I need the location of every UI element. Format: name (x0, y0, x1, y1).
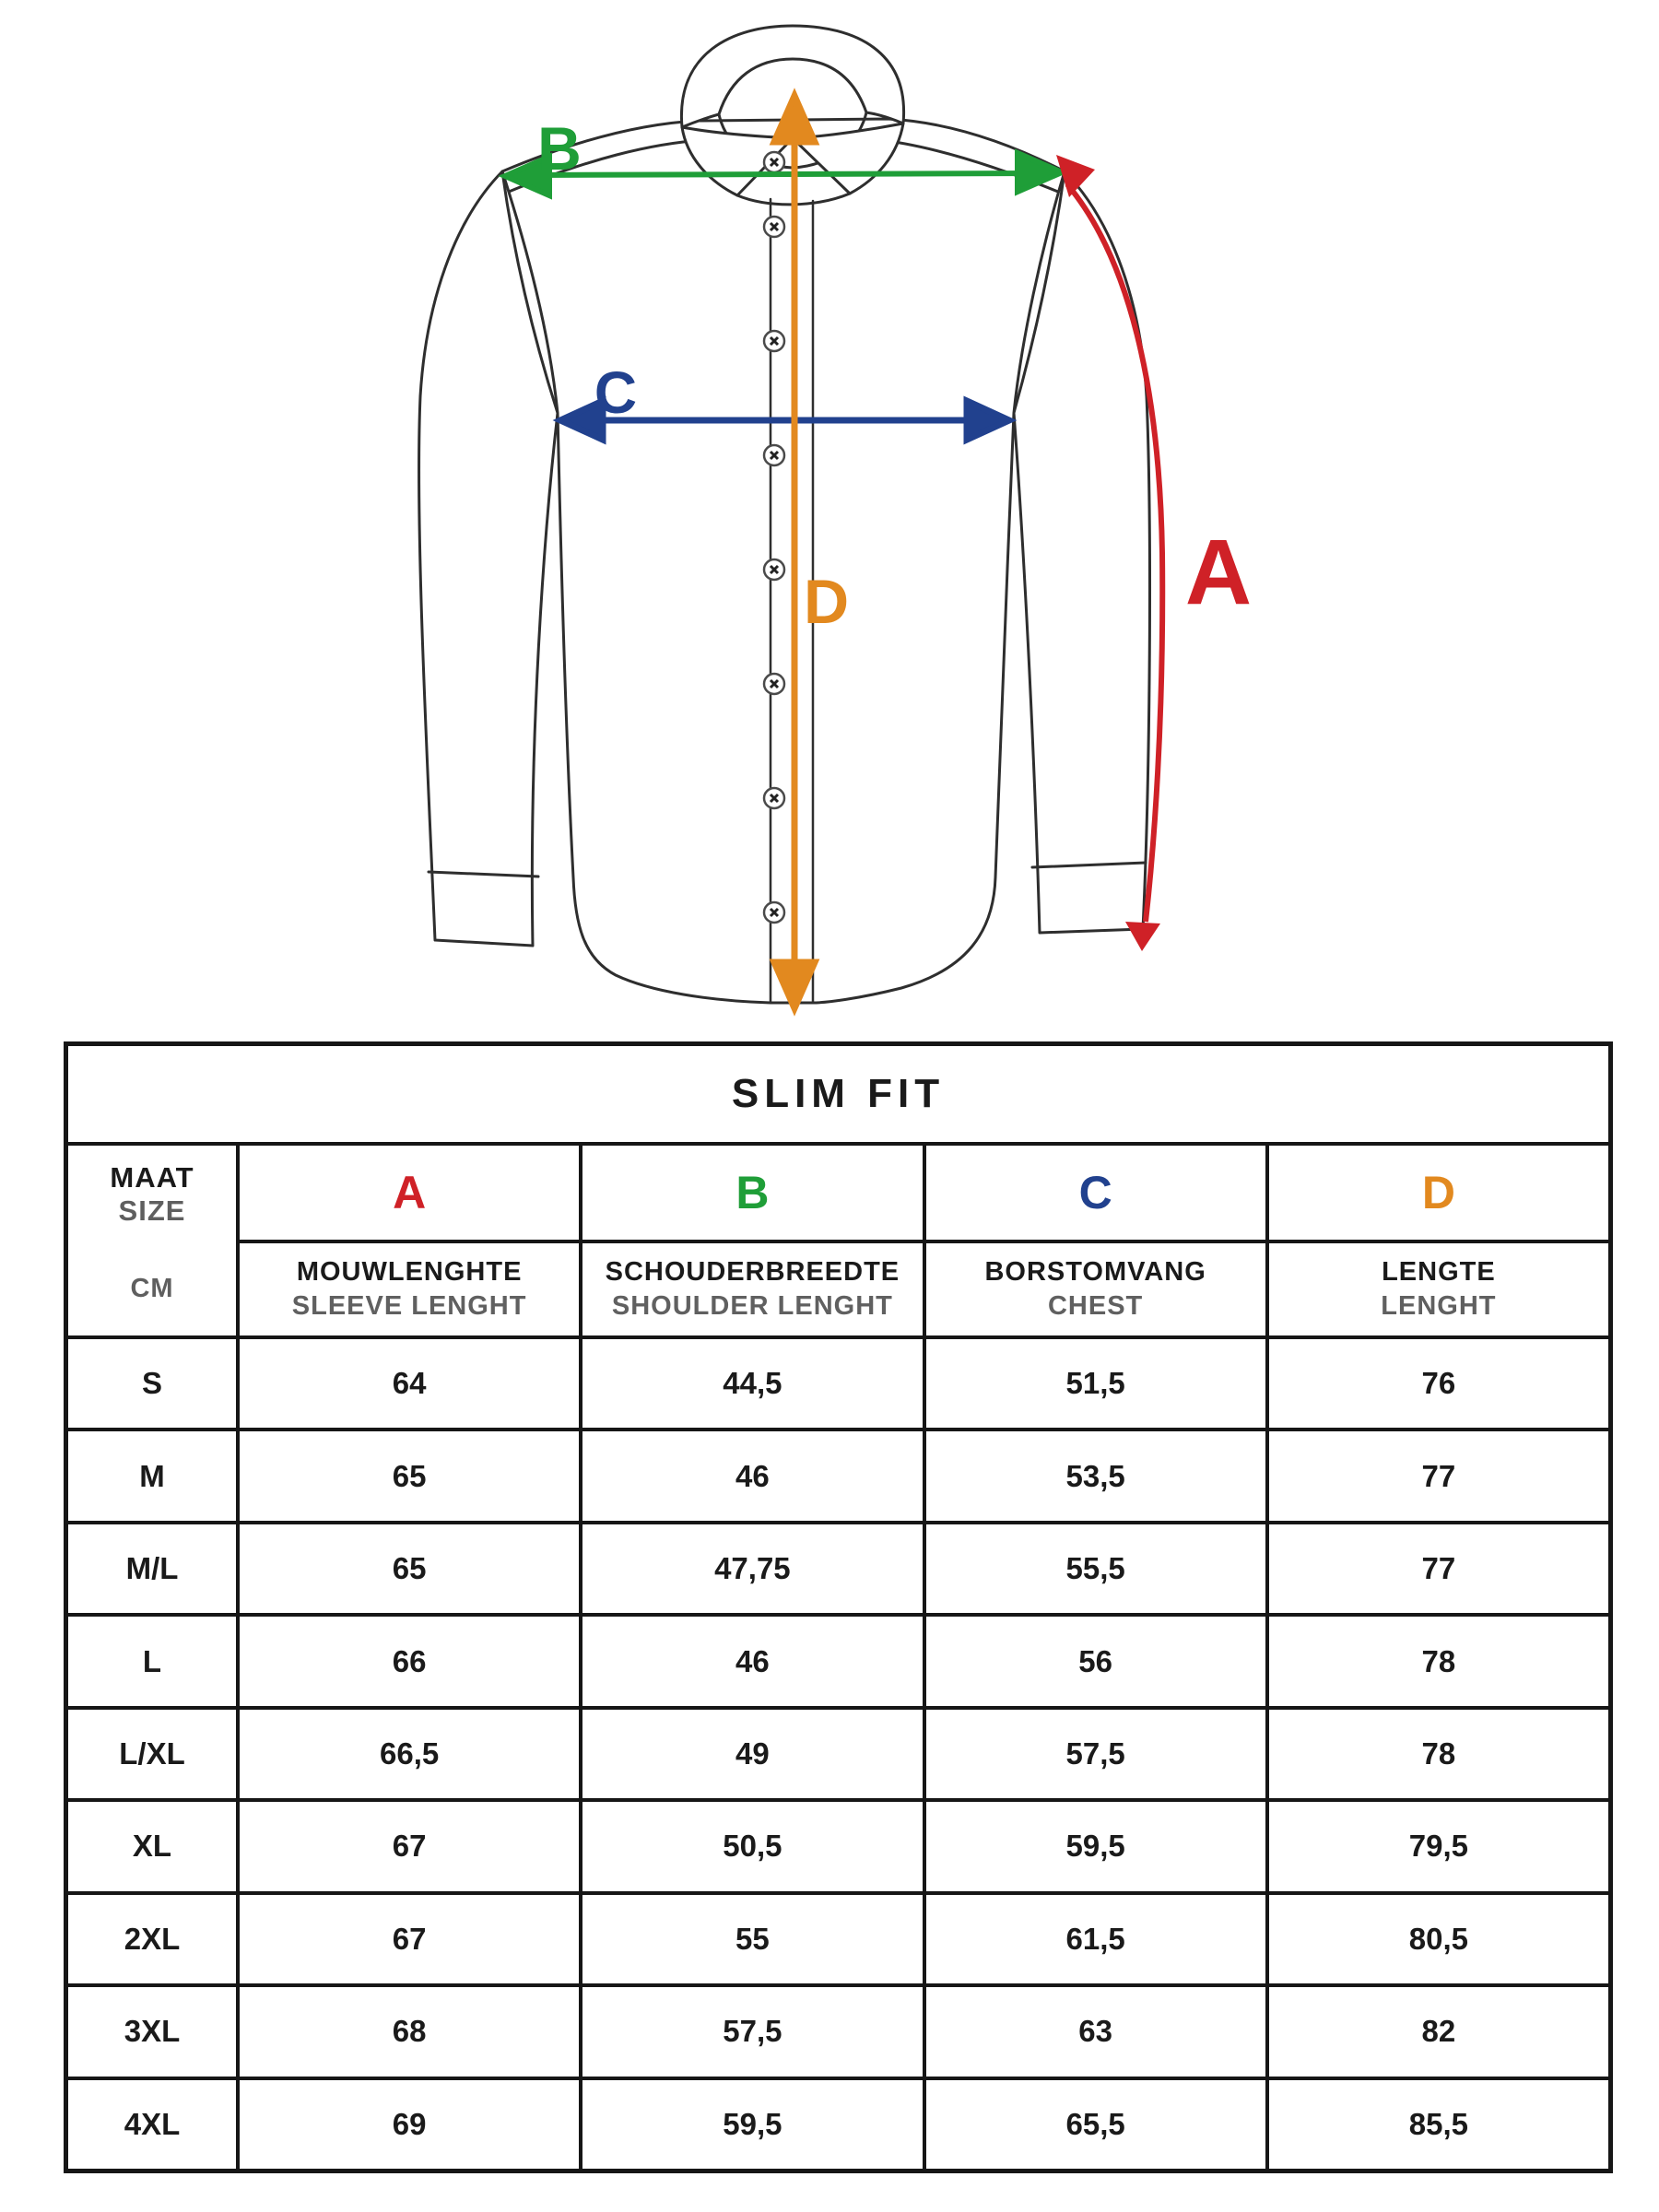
shirt-measurement-diagram (0, 0, 1659, 1041)
shirt-body (502, 119, 1065, 1003)
size-label-en: SIZE (118, 1194, 186, 1227)
diagram-letter-c: C (594, 359, 638, 426)
size-label: 3XL (68, 1987, 236, 2076)
size-label: 2XL (68, 1895, 236, 1983)
size-table (64, 1041, 1613, 2173)
size-label: 4XL (68, 2080, 236, 2169)
value-cell: 65 (240, 1524, 579, 1613)
unit-label: CM (130, 1274, 174, 1304)
value-cell: 55 (582, 1895, 922, 1983)
table-title: SLIM FIT (68, 1046, 1608, 1142)
column-name-en: SLEEVE LENGHT (291, 1290, 527, 1321)
value-cell: 65 (240, 1431, 579, 1520)
column-name-nl: LENGTE (1382, 1256, 1496, 1287)
column-letter-b: B (582, 1146, 922, 1240)
value-cell: 66 (240, 1617, 579, 1705)
column-letter-d: D (1269, 1146, 1608, 1240)
value-cell: 46 (582, 1617, 922, 1705)
value-cell: 57,5 (926, 1710, 1265, 1798)
value-cell: 59,5 (582, 2080, 922, 2169)
value-cell: 59,5 (926, 1802, 1265, 1890)
value-cell: 61,5 (926, 1895, 1265, 1983)
value-cell: 76 (1269, 1339, 1608, 1428)
value-cell: 77 (1269, 1431, 1608, 1520)
column-name-en: LENGHT (1381, 1290, 1497, 1321)
value-cell: 78 (1269, 1710, 1608, 1798)
value-cell: 56 (926, 1617, 1265, 1705)
column-name-b (582, 1243, 922, 1335)
value-cell: 65,5 (926, 2080, 1265, 2169)
value-cell: 66,5 (240, 1710, 579, 1798)
value-cell: 44,5 (582, 1339, 922, 1428)
column-name-en: SHOULDER LENGHT (611, 1290, 893, 1321)
value-cell: 69 (240, 2080, 579, 2169)
size-label: M (68, 1431, 236, 1520)
value-cell: 64 (240, 1339, 579, 1428)
value-cell: 49 (582, 1710, 922, 1798)
size-label: M/L (68, 1524, 236, 1613)
column-name-en: CHEST (1047, 1290, 1144, 1321)
value-cell: 47,75 (582, 1524, 922, 1613)
size-label: L/XL (68, 1710, 236, 1798)
size-label: L (68, 1617, 236, 1705)
diagram-letter-a: A (1184, 521, 1253, 624)
value-cell: 77 (1269, 1524, 1608, 1613)
column-name-nl: BORSTOMVANG (984, 1256, 1206, 1287)
value-cell: 85,5 (1269, 2080, 1608, 2169)
value-cell: 68 (240, 1987, 579, 2076)
size-label: XL (68, 1802, 236, 1890)
column-name-nl: MOUWLENGHTE (296, 1256, 523, 1287)
value-cell: 63 (926, 1987, 1265, 2076)
diagram-letter-d: D (804, 567, 850, 637)
diagram-letter-b: B (537, 114, 582, 182)
value-cell: 53,5 (926, 1431, 1265, 1520)
column-name-c (926, 1243, 1265, 1335)
value-cell: 50,5 (582, 1802, 922, 1890)
value-cell: 46 (582, 1431, 922, 1520)
value-cell: 57,5 (582, 1987, 922, 2076)
value-cell: 55,5 (926, 1524, 1265, 1613)
value-cell: 82 (1269, 1987, 1608, 2076)
size-label-nl: MAAT (110, 1160, 194, 1194)
column-name-d (1269, 1243, 1608, 1335)
value-cell: 78 (1269, 1617, 1608, 1705)
size-column-header (68, 1146, 236, 1335)
column-letter-c: C (926, 1146, 1265, 1240)
column-name-nl: SCHOUDERBREEDTE (605, 1256, 900, 1287)
shirt-diagram-svg (0, 0, 1659, 1041)
column-letter-a: A (240, 1146, 579, 1240)
value-cell: 79,5 (1269, 1802, 1608, 1890)
value-cell: 67 (240, 1895, 579, 1983)
column-name-a (240, 1243, 579, 1335)
value-cell: 67 (240, 1802, 579, 1890)
value-cell: 51,5 (926, 1339, 1265, 1428)
size-label: S (68, 1339, 236, 1428)
value-cell: 80,5 (1269, 1895, 1608, 1983)
size-column-labels (110, 1146, 194, 1242)
